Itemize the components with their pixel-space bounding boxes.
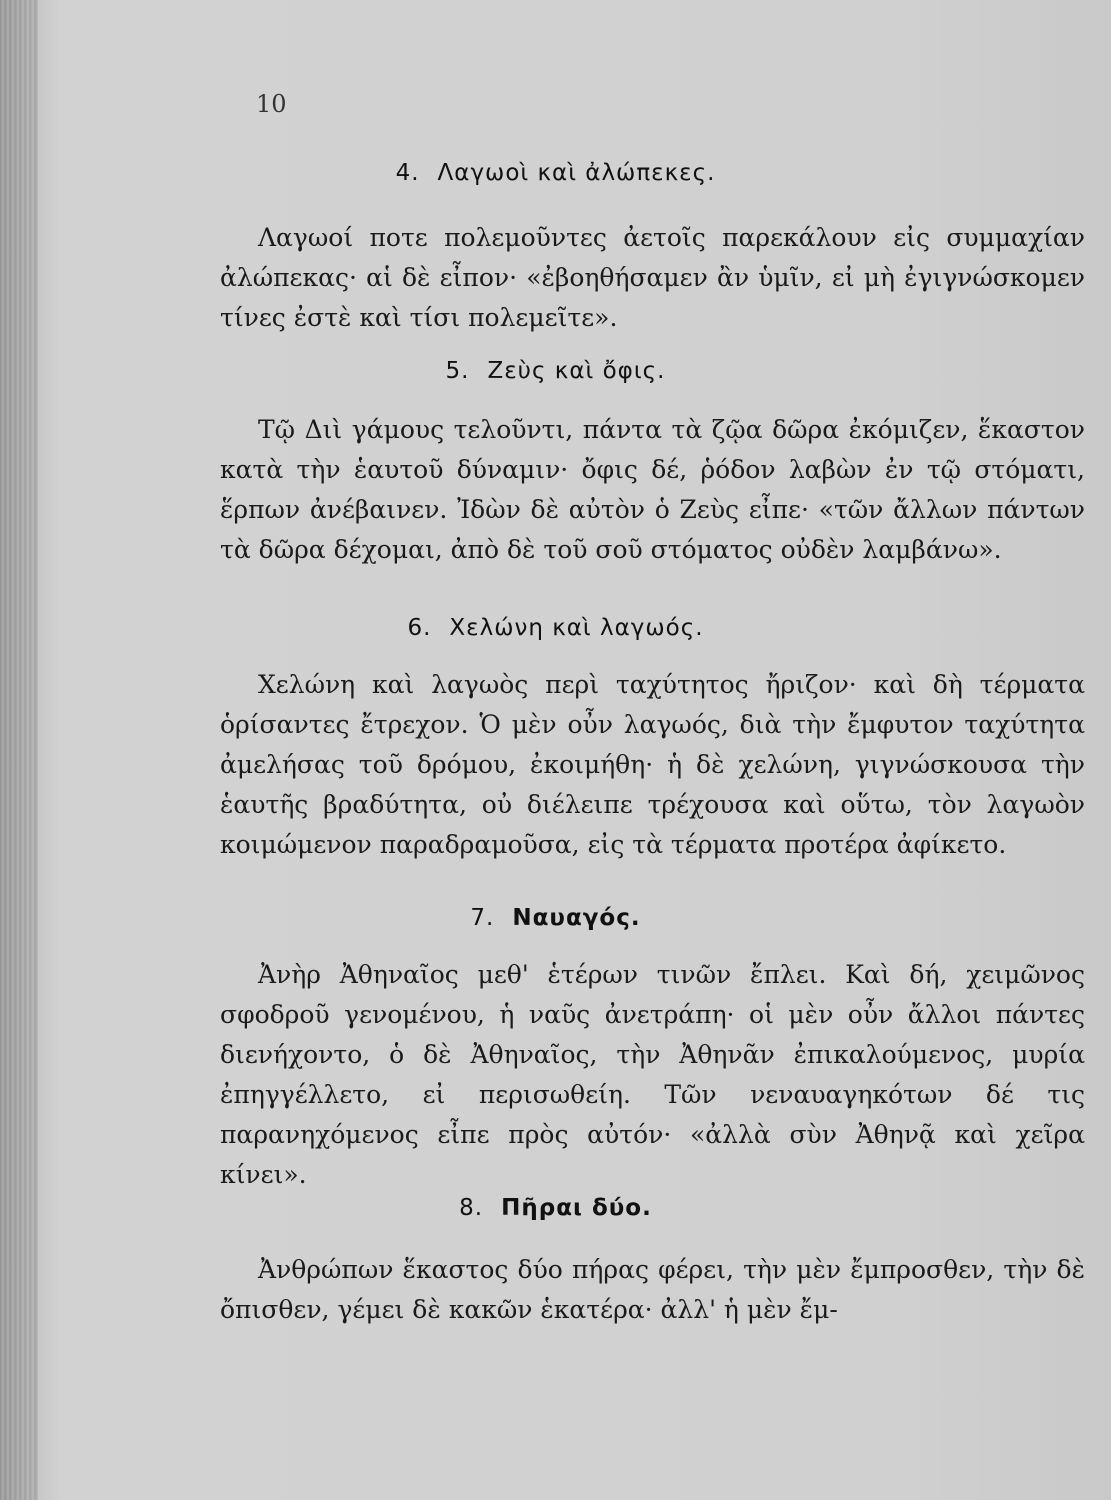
page-number: 10 [256, 90, 287, 118]
section-4-heading [0, 160, 1111, 186]
section-5-heading [0, 358, 1111, 384]
section-5-title: Ζεὺς καὶ ὄφις. [487, 358, 666, 384]
page-edge-shadow [0, 0, 38, 1500]
section-5-number: 5. [445, 358, 470, 384]
section-7-title: Ναυαγός. [512, 905, 641, 931]
section-6-title: Χελώνη καὶ λαγωός. [449, 615, 704, 641]
section-8-text: Ἀνθρώπων ἕκαστος δύο πήρας φέρει, τὴν μὲν ἔμπροσθεν, τὴν δὲ ὄπισθεν, γέμει δὲ κακῶν ἑκατέρα· ἀλλ' ἡ μὲν ἔμ- [220, 1255, 1085, 1324]
section-6-number: 6. [407, 615, 432, 641]
section-4-number: 4. [395, 160, 420, 186]
section-8-title: Πῆραι δύο. [501, 1195, 652, 1221]
section-7-text: Ἀνὴρ Ἀθηναῖος μεθ' ἑτέρων τινῶν ἔπλει. Καὶ δή, χειμῶνος σφοδροῦ γενομένου, ἡ ναῦς ἀνετράπη· οἱ μὲν οὖν ἄλλοι πάντες διενήχοντο, ὁ δὲ Ἀθηναῖος, τὴν Ἀθηνᾶν ἐπικαλούμενος, μυρία ἐπηγγέλλετο, εἰ περισωθείη. Τῶν νεναυαγηκότων δέ τις παρανηχόμενος εἶπε πρὸς αὐτόν· «ἀλλὰ σὺν Ἀθηνᾷ καὶ χεῖρα κίνει». [220, 960, 1085, 1189]
section-4-title: Λαγωοὶ καὶ ἀλώπεκες. [437, 160, 716, 186]
section-7-heading [0, 905, 1111, 931]
section-6-heading [0, 615, 1111, 641]
section-5-text: Τῷ Διὶ γάμους τελοῦντι, πάντα τὰ ζῷα δῶρα ἐκόμιζεν, ἕκαστον κατὰ τὴν ἑαυτοῦ δύναμιν· ὄφις δέ, ῥόδον λαβὼν ἐν τῷ στόματι, ἕρπων ἀνέβαινεν. Ἰδὼν δὲ αὐτὸν ὁ Ζεὺς εἶπε· «τῶν ἄλλων πάντων τὰ δῶρα δέχομαι, ἀπὸ δὲ τοῦ σοῦ στόματος οὐδὲν λαμβάνω». [220, 415, 1085, 564]
section-4-text: Λαγωοί ποτε πολεμοῦντες ἀετοῖς παρεκάλουν εἰς συμμαχίαν ἀλώπεκας· αἱ δὲ εἶπον· «ἐβοηθήσαμεν ἂν ὑμῖν, εἰ μὴ ἐγιγνώσκομεν τίνες ἐστὲ καὶ τίσι πολεμεῖτε». [220, 223, 1085, 332]
section-6-text: Χελώνη καὶ λαγωὸς περὶ ταχύτητος ἤριζον· καὶ δὴ τέρματα ὁρίσαντες ἔτρεχον. Ὁ μὲν οὖν λαγωός, διὰ τὴν ἔμφυτον ταχύτητα ἀμελήσας τοῦ δρόμου, ἐκοιμήθη· ἡ δὲ χελώνη, γιγνώσκουσα τὴν ἑαυτῆς βραδύτητα, οὐ διέλειπε τρέχουσα καὶ οὕτω, τὸν λαγωὸν κοιμώμενον παραδραμοῦσα, εἰς τὰ τέρματα προτέρα ἀφίκετο. [220, 670, 1085, 859]
section-8-heading [0, 1195, 1111, 1221]
section-8-number: 8. [459, 1195, 484, 1221]
section-7-number: 7. [470, 905, 495, 931]
